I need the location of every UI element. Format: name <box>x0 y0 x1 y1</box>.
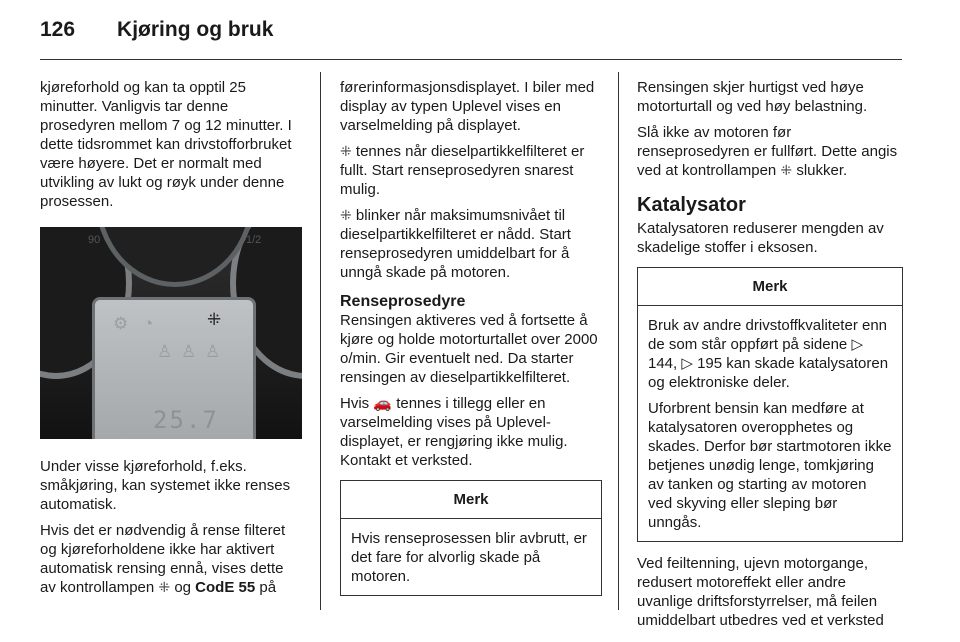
page-title: Kjøring og bruk <box>117 18 274 41</box>
header-divider <box>40 59 902 60</box>
dpf-lamp-icon: ⁜ <box>207 310 222 329</box>
paragraph: Slå ikke av motoren før renseprosedyren er fullført. Dette angis ved at kontrollampen ⁜ slukker. <box>637 124 898 179</box>
paragraph: førerinformasjonsdisplayet. I biler med display av typen Uplevel vises en varselmelding på displayet. <box>340 79 595 134</box>
paragraph: Uforbrent bensin kan medføre at katalysatoren overopphetes og skades. Derfor bør startmotoren ikke betjenes unødig lenge, tomkjøring av tanken og starting av motoren ved skyving eller sleping bør unngås. <box>648 400 892 531</box>
dpf-lamp-icon: ⁜ <box>780 162 793 178</box>
car-service-icon: 🚗 <box>373 395 393 412</box>
warning-icon: ◔ <box>143 314 154 333</box>
display-value: 25.7 <box>153 406 219 434</box>
section-heading: Katalysator <box>637 194 746 216</box>
note-body <box>341 519 601 595</box>
dpf-lamp-icon: ⁜ <box>340 143 352 159</box>
note-title: Merk <box>341 481 601 519</box>
driver-info-display <box>92 297 256 439</box>
paragraph: kjøreforhold og kan ta opptil 25 minutter. Vanligvis tar denne prosedyren mellom 7 og 12 minutter. I dette tidsrommet kan drivstofforbruket være høyere. Det er normalt med utvikling av lukt og røyk under denne prosessen. <box>40 79 292 210</box>
page-reference-arrow-icon: ▷ <box>851 336 863 353</box>
dashboard-photo <box>40 227 302 439</box>
column-3 <box>637 78 903 637</box>
paragraph: Hvis renseprosessen blir avbrutt, er det fare for alvorlig skade på motoren. <box>351 530 587 585</box>
note-box <box>637 267 903 542</box>
section-subheading: Renseprosedyre <box>340 293 466 310</box>
seatbelt-icon: ♙ <box>181 342 197 361</box>
column-2 <box>340 78 602 596</box>
page-header <box>40 18 273 42</box>
dpf-lamp-icon: ⁜ <box>340 207 352 223</box>
paragraph: Under visse kjøreforhold, f.eks. småkjøring, kan systemet ikke renses automatisk. <box>40 458 291 513</box>
dpf-lamp-icon: ⁜ <box>158 579 171 595</box>
page-number: 126 <box>40 18 76 41</box>
paragraph: Bruk av andre drivstoffkvaliteter enn de som står oppført på sidene ▷ 144, ▷ 195 kan skade katalysatoren og elektroniske deler. <box>648 317 889 391</box>
note-title: Merk <box>638 268 902 306</box>
column-divider <box>320 72 321 610</box>
paragraph: Hvis det er nødvendig å rense filteret og kjøreforholdene ikke har aktivert automatisk rensing ennå, vises dette av kontrollampen ⁜ og CodE 55 på <box>40 522 286 596</box>
paragraph: Hvis 🚗 tennes i tillegg eller en varselmelding vises på Uplevel-displayet, er rengjøring ikke mulig. Kontakt et verksted. <box>340 395 568 469</box>
page-reference-arrow-icon: ▷ <box>681 355 693 372</box>
paragraph: Rensingen aktiveres ved å fortsette å kjøre og holde motorturtallet over 2000 o/min. Gir eventuelt ned. Da starter rensingen av dieselpartikkelfilteret. <box>340 312 598 386</box>
paragraph: Katalysatoren reduserer mengden av skadelige stoffer i eksosen. <box>637 220 884 256</box>
seatbelt-icon: ♙ <box>205 342 221 361</box>
column-divider <box>618 72 619 610</box>
gauge-label-left: 90 <box>88 234 101 246</box>
gauge-label-right: 1/2 <box>246 234 262 246</box>
note-box <box>340 480 602 596</box>
paragraph: Rensingen skjer hurtigst ved høye motorturtall og ved høy belastning. <box>637 79 868 115</box>
paragraph: ⁜ blinker når maksimumsnivået til dieselpartikkelfilteret er nådd. Start renseprosedyren umiddelbart for å unngå skade på motoren. <box>340 207 571 281</box>
paragraph: ⁜ tennes når dieselpartikkelfilteret er fullt. Start renseprosedyren snarest mulig. <box>340 143 585 198</box>
paragraph: Ved feiltenning, ujevn motorgange, redusert motoreffekt eller andre uvanlige driftsforstyrrelser, må feilen umiddelbart utbedres ved et verksted <box>637 555 884 629</box>
error-code: CodE 55 <box>195 579 256 596</box>
warning-icon: ⚙ <box>113 314 129 333</box>
column-1 <box>40 78 302 604</box>
note-body <box>638 306 902 541</box>
seatbelt-icon: ♙ <box>157 342 173 361</box>
